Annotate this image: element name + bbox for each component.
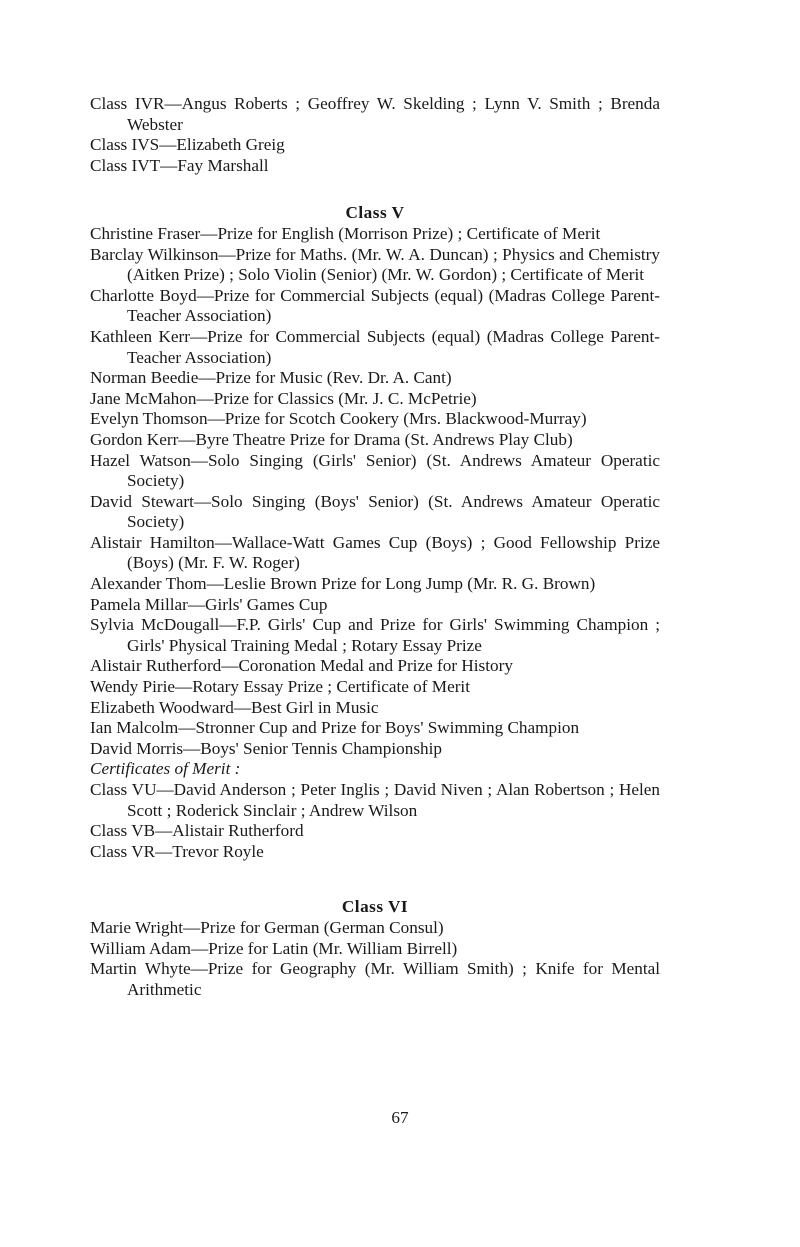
- list-item: Norman Beedie—Prize for Music (Rev. Dr. A. Cant): [90, 368, 452, 388]
- list-item: Class IVS—Elizabeth Greig: [90, 135, 285, 155]
- list-item: Sylvia McDougall—F.P. Girls' Cup and Prize for Girls' Swimming Champion ; Girls' Physical Training Medal ; Rotary Essay Prize: [90, 615, 660, 655]
- list-item: Gordon Kerr—Byre Theatre Prize for Drama (St. Andrews Play Club): [90, 429, 573, 449]
- list-item: Jane McMahon—Prize for Classics (Mr. J. C. McPetrie): [90, 388, 477, 408]
- list-item: Class VU—David Anderson ; Peter Inglis ; David Niven ; Alan Robertson ; Helen Scott ; Roderick Sinclair ; Andrew Wilson: [90, 780, 660, 820]
- list-item: Martin Whyte—Prize for Geography (Mr. William Smith) ; Knife for Mental Arithmetic: [90, 959, 660, 999]
- list-item: Kathleen Kerr—Prize for Commercial Subjects (equal) (Madras College Parent-Teacher Association): [90, 326, 660, 367]
- list-item: David Stewart—Solo Singing (Boys' Senior) (St. Andrews Amateur Operatic Society): [90, 491, 660, 532]
- list-item: Class VR—Trevor Royle: [90, 841, 264, 861]
- list-item: Class VB—Alistair Rutherford: [90, 821, 304, 841]
- list-item: Barclay Wilkinson—Prize for Maths. (Mr. W. A. Duncan) ; Physics and Chemistry (Aitken Prize) ; Solo Violin (Senior) (Mr. W. Gordon) ; Certificate of Merit: [90, 244, 660, 285]
- top-entries: [90, 94, 660, 176]
- list-item: Hazel Watson—Solo Singing (Girls' Senior) (St. Andrews Amateur Operatic Society): [90, 450, 660, 491]
- list-item: Ian Malcolm—Stronner Cup and Prize for Boys' Swimming Champion: [90, 718, 580, 738]
- list-item: Alexander Thom—Leslie Brown Prize for Long Jump (Mr. R. G. Brown): [90, 574, 596, 594]
- list-item: David Morris—Boys' Senior Tennis Championship: [90, 738, 443, 758]
- list-item: William Adam—Prize for Latin (Mr. William Birrell): [90, 938, 458, 958]
- list-item: Class IVR—Angus Roberts ; Geoffrey W. Skelding ; Lynn V. Smith ; Brenda Webster: [90, 94, 660, 134]
- list-item: Wendy Pirie—Rotary Essay Prize ; Certificate of Merit: [90, 677, 470, 697]
- certificates-of-merit-heading: Certificates of Merit :: [90, 759, 241, 779]
- section-heading-class-vi: Class VI: [341, 897, 409, 917]
- list-item: Class IVT—Fay Marshall: [90, 155, 269, 175]
- list-item: Alistair Rutherford—Coronation Medal and Prize for History: [90, 656, 513, 676]
- list-item: Christine Fraser—Prize for English (Morrison Prize) ; Certificate of Merit: [90, 223, 601, 243]
- list-item: Pamela Millar—Girls' Games Cup: [90, 594, 328, 614]
- page-number: 67: [391, 1108, 409, 1127]
- list-item: Charlotte Boyd—Prize for Commercial Subjects (equal) (Madras College Parent-Teacher Association): [90, 285, 660, 326]
- class-vi-entries: [90, 918, 660, 1000]
- list-item: Elizabeth Woodward—Best Girl in Music: [90, 697, 379, 717]
- list-item: Evelyn Thomson—Prize for Scotch Cookery (Mrs. Blackwood-Murray): [90, 409, 587, 429]
- section-heading-class-v: Class V: [345, 203, 405, 223]
- list-item: Marie Wright—Prize for German (German Consul): [90, 917, 444, 937]
- class-v-entries: [90, 224, 660, 862]
- list-item: Alistair Hamilton—Wallace-Watt Games Cup (Boys) ; Good Fellowship Prize (Boys) (Mr. F. W. Roger): [90, 532, 660, 573]
